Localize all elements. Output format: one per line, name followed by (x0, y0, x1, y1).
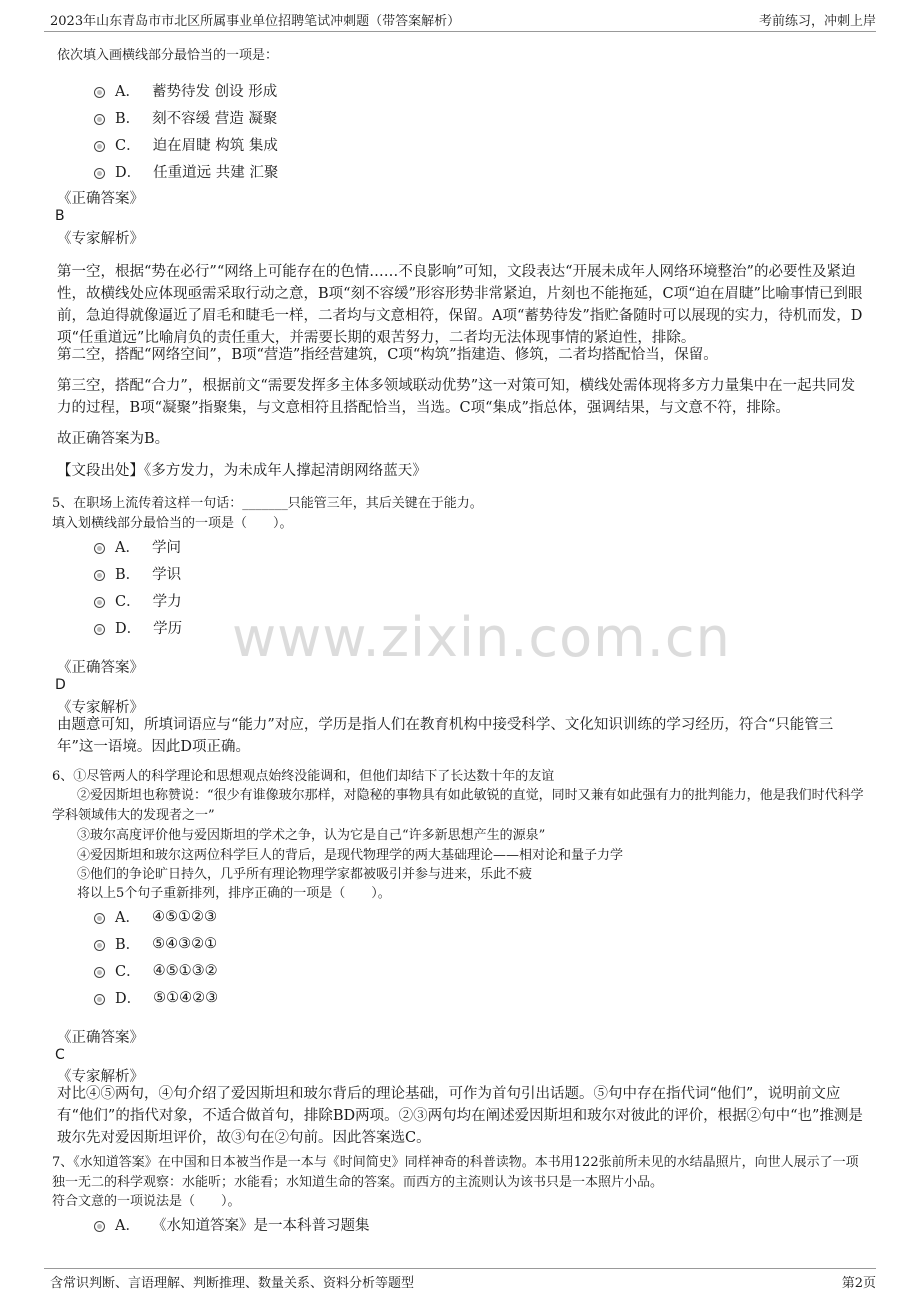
radio-icon[interactable] (94, 994, 105, 1005)
q5-prompt: 填入划横线部分最恰当的一项是（ ）。 (52, 516, 293, 531)
footer-divider (44, 1268, 876, 1269)
radio-icon[interactable] (94, 114, 105, 125)
q6-sentence-3: ③玻尔高度评价他与爱因斯坦的学术之争，认为它是自己“许多新思想产生的源泉” (77, 828, 546, 843)
radio-icon[interactable] (94, 570, 105, 581)
header-slogan: 考前练习，冲刺上岸 (758, 14, 876, 29)
q6-sentence-4: ④爱因斯坦和玻尔这两位科学巨人的背后，是现代物理学的两大基础理论——相对论和量子力学 (77, 848, 624, 863)
q6-option-d[interactable]: D． ⑤①④②③ (94, 987, 218, 1008)
q7-prompt: 符合文意的一项说法是（ ）。 (52, 1194, 241, 1209)
q6-sentence-2: ②爱因斯坦也称赞说：“很少有谁像玻尔那样，对隐秘的事物具有如此敏锐的直觉，同时又兼有如此强有力的批判能力，他是我们时代科学学科领域伟大的发现者之一” (52, 788, 864, 823)
radio-icon[interactable] (94, 913, 105, 924)
q4-option-b[interactable]: B． 刻不容缓 营造 凝聚 (94, 107, 277, 128)
q7-option-a[interactable]: A． 《水知道答案》是一本科普习题集 (94, 1214, 369, 1235)
radio-icon[interactable] (94, 967, 105, 978)
q5-stem: 5、在职场上流传着这样一句话：_______只能管三年，其后关键在于能力。 (52, 496, 483, 511)
q6-option-a[interactable]: A． ④⑤①②③ (94, 906, 217, 927)
radio-icon[interactable] (94, 543, 105, 554)
q4-prompt: 依次填入画横线部分最恰当的一项是： (57, 48, 279, 63)
radio-icon[interactable] (94, 168, 105, 179)
q5-analysis-label: 《专家解析》 (57, 700, 144, 716)
radio-icon[interactable] (94, 624, 105, 635)
radio-icon[interactable] (94, 87, 105, 98)
q4-analysis-para-4: 故正确答案为B。 (57, 431, 170, 447)
q6-analysis-label: 《专家解析》 (57, 1069, 144, 1085)
header-divider (44, 31, 876, 32)
radio-icon[interactable] (94, 141, 105, 152)
q4-source: 【文段出处】《多方发力，为未成年人撑起清朗网络蓝天》 (57, 463, 427, 479)
q4-analysis-para-1: 第一空，根据“势在必行”“网络上可能存在的色情……不良影响”可知，文段表达“开展未成年人网络环境整治”的必要性及紧迫性，故横线处应体现亟需采取行动之意，B项“刻不容缓”形容形势非常紧迫，片刻也不能拖延，C项“迫在眉睫”比喻事情已到眼前，急迫得就像逼近了眉毛和睫毛一样，二者均与文意相符，保留。A项“蓄势待发”指贮备随时可以展现的实力，待机而发，D项“任重道远”比喻肩负的责任重大，并需要长期的艰苦努力，二者均无法体现事情的紧迫性，排除。 (57, 264, 863, 346)
q6-stem: 6、①尽管两人的科学理论和思想观点始终没能调和，但他们却结下了长达数十年的友谊 (52, 769, 555, 784)
q4-option-a[interactable]: A． 蓄势待发 创设 形成 (94, 80, 277, 101)
q5-option-c[interactable]: C． 学力 (94, 590, 182, 611)
radio-icon[interactable] (94, 597, 105, 608)
radio-icon[interactable] (94, 940, 105, 951)
q6-analysis: 对比④⑤两句，④句介绍了爱因斯坦和玻尔背后的理论基础，可作为首句引出话题。⑤句中存在指代词“他们”，说明前文应有“他们”的指代对象，不适合做首句，排除BD两项。②③两句均在阐述爱因斯坦和玻尔对彼此的评价，根据②句中“也”推测是玻尔先对爱因斯坦评价，故③句在②句前。因此答案选C。 (57, 1086, 863, 1146)
q4-answer: B (55, 208, 65, 224)
q4-analysis-para-3: 第三空，搭配“合力”，根据前文“需要发挥多主体多领域联动优势”这一对策可知，横线处需体现将多方力量集中在一起共同发力的过程，B项“凝聚”指聚集，与文意相符且搭配恰当，当选。C项“集成”指总体，强调结果，与文意不符，排除。 (57, 378, 856, 416)
document-title: 2023年山东青岛市市北区所属事业单位招聘笔试冲刺题（带答案解析） (50, 14, 461, 29)
q6-option-b[interactable]: B． ⑤④③②① (94, 933, 217, 954)
q5-option-a[interactable]: A． 学问 (94, 536, 181, 557)
q6-answer: C (55, 1047, 65, 1063)
page-number: 第2页 (841, 1276, 876, 1291)
q4-analysis-para-2: 第二空，搭配“网络空间”，B项“营造”指经营建筑，C项“构筑”指建造、修筑，二者均搭配恰当，保留。 (57, 347, 718, 363)
q6-sentence-5: ⑤他们的争论旷日持久，几乎所有理论物理学家都被吸引并参与进来，乐此不疲 (77, 867, 533, 882)
q4-answer-label: 《正确答案》 (57, 191, 144, 207)
q6-option-c[interactable]: C． ④⑤①③② (94, 960, 218, 981)
q5-answer: D (55, 677, 66, 693)
q6-answer-label: 《正确答案》 (57, 1030, 144, 1046)
q4-analysis-label: 《专家解析》 (57, 231, 144, 247)
q5-answer-label: 《正确答案》 (57, 660, 144, 676)
q7-stem: 7、《水知道答案》在中国和日本被当作是一本与《时间简史》同样神奇的科普读物。本书用122张前所未见的水结晶照片，向世人展示了一项独一无二的科学观察：水能听；水能看；水知道生命的答案。而西方的主流则认为该书只是一本照片小品。 (52, 1155, 859, 1190)
q5-option-b[interactable]: B． 学识 (94, 563, 181, 584)
watermark: www.zixin.com.cn (232, 606, 731, 669)
q5-analysis: 由题意可知，所填词语应与“能力”对应，学历是指人们在教育机构中接受科学、文化知识训练的学习经历，符合“只能管三年”这一语境。因此D项正确。 (57, 717, 834, 755)
q6-prompt: 将以上5个句子重新排列，排序正确的一项是（ ）。 (77, 886, 391, 901)
radio-icon[interactable] (94, 1221, 105, 1232)
q4-option-c[interactable]: C． 迫在眉睫 构筑 集成 (94, 134, 278, 155)
q4-option-d[interactable]: D． 任重道远 共建 汇聚 (94, 161, 278, 182)
q5-option-d[interactable]: D． 学历 (94, 617, 182, 638)
footer-topics: 含常识判断、言语理解、判断推理、数量关系、资料分析等题型 (50, 1276, 415, 1291)
